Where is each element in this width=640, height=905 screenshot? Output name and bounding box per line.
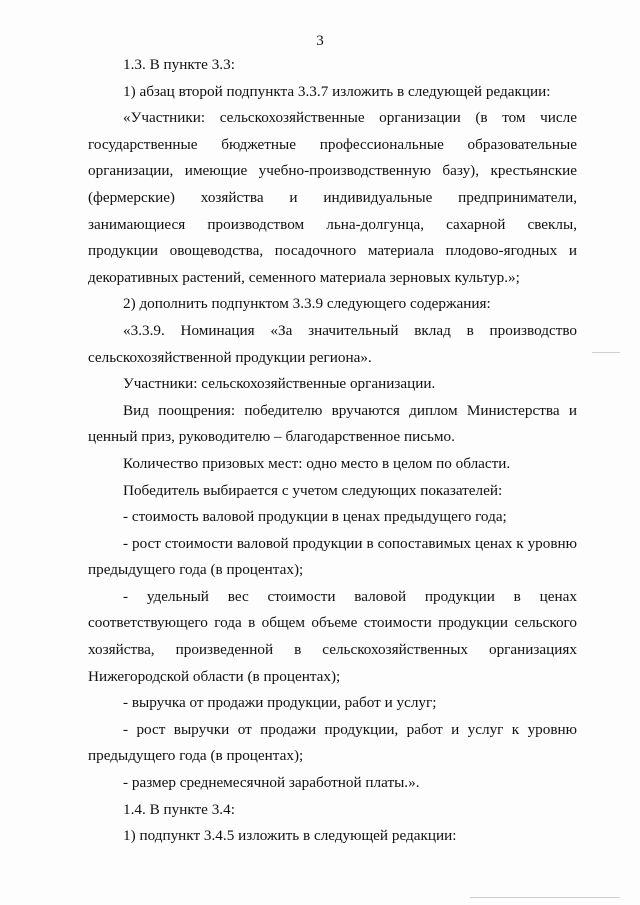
scan-artifact-bottom <box>470 897 620 898</box>
paragraph-section-1-3: 1.3. В пункте 3.3: <box>123 56 235 73</box>
list-item-average-salary: - размер среднемесячной заработной платы.». <box>123 774 420 792</box>
page-number: 3 <box>316 33 324 49</box>
paragraph-section-1-4: 1.4. В пункте 3.4: <box>123 800 235 818</box>
paragraph-participants-quote: «Участники: сельскохозяйственные организации (в том числе государственные бюджетные профессиональные образовательные организации, имеющие учебно-производственную базу), крестьянские (фермерские) хозяйства и индивидуальные предприниматели, занимающиеся производством льна-долгунца, сахарной свеклы, продукции овощеводства, посадочного материала плодово-ягодных и декоративных растений, семенного материала зерновых культур.»; <box>88 109 577 286</box>
list-item-output-share: - удельный вес стоимости валовой продукции в ценах соответствующего года в общем объеме стоимости продукции сельского хозяйства, произведенной в сельскохозяйственных организациях Нижегородской области (в процентах); <box>88 587 577 685</box>
paragraph-participants: Участники: сельскохозяйственные организации. <box>123 375 436 393</box>
paragraph-winner-criteria: Победитель выбирается с учетом следующих показателей: <box>123 481 503 499</box>
paragraph-nomination: «3.3.9. Номинация «За значительный вклад в производство сельскохозяйственной продукции региона». <box>88 321 577 366</box>
paragraph-item-1-3-4-5: 1) подпункт 3.4.5 изложить в следующей редакции: <box>123 827 457 845</box>
scan-artifact-right <box>592 352 620 353</box>
paragraph-award-type: Вид поощрения: победителю вручаются диплом Министерства и ценный приз, руководителю – благодарственное письмо. <box>88 401 577 446</box>
paragraph-item-2: 2) дополнить подпунктом 3.3.9 следующего содержания: <box>123 295 491 313</box>
list-item-gross-output: - стоимость валовой продукции в ценах предыдущего года; <box>123 508 507 526</box>
list-item-revenue: - выручка от продажи продукции, работ и услуг; <box>123 694 437 712</box>
list-item-revenue-growth: - рост выручки от продажи продукции, работ и услуг к уровню предыдущего года (в процентах); <box>88 720 577 765</box>
document-body <box>88 52 577 850</box>
paragraph-prize-places: Количество призовых мест: одно место в целом по области. <box>123 454 511 472</box>
paragraph-item-1: 1) абзац второй подпункта 3.3.7 изложить в следующей редакции: <box>123 82 551 100</box>
list-item-output-growth: - рост стоимости валовой продукции в сопоставимых ценах к уровню предыдущего года (в процентах); <box>88 534 577 579</box>
